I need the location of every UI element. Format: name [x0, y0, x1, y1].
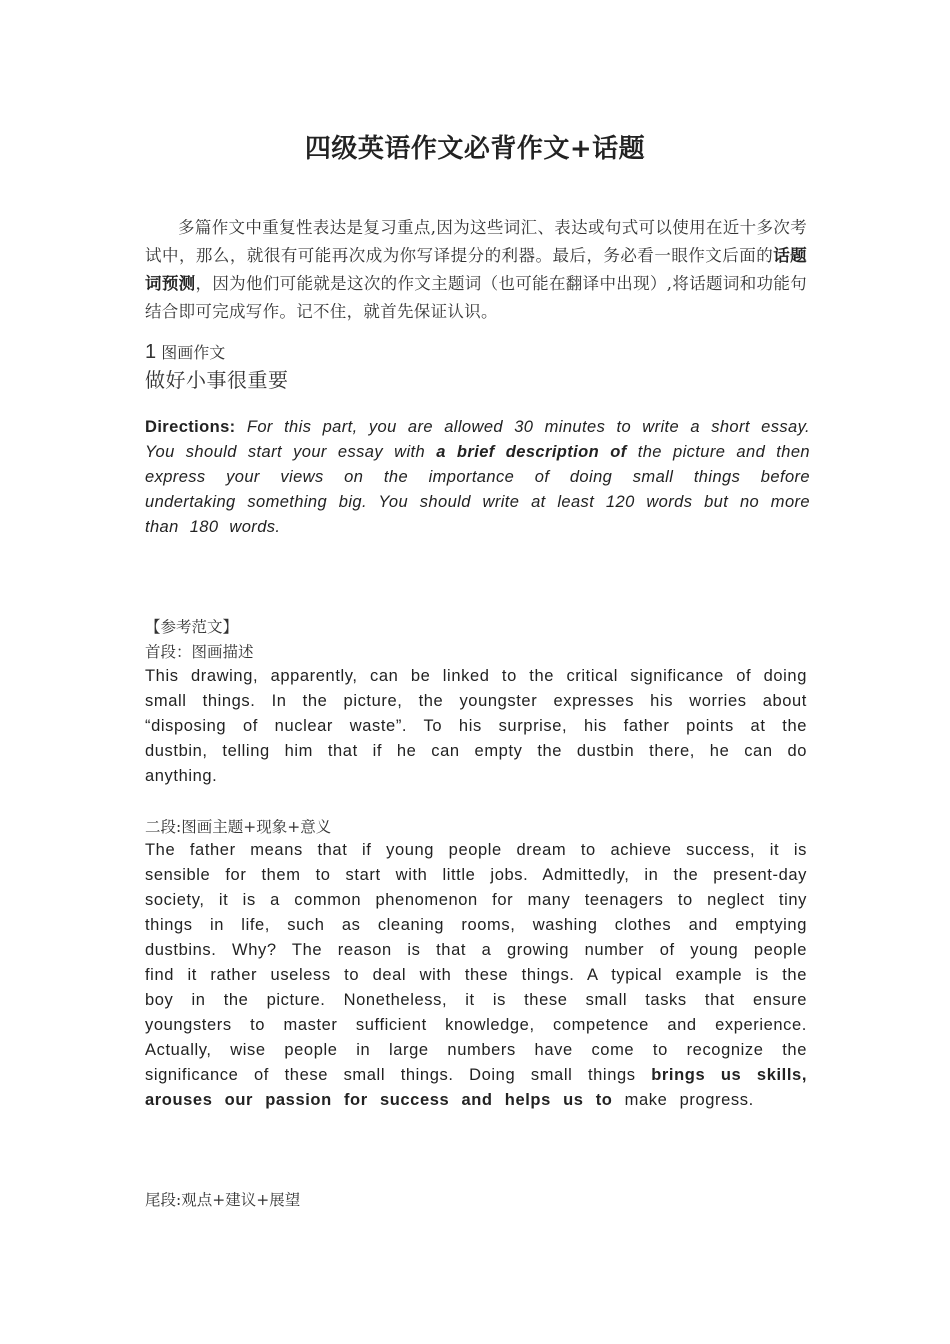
- para1-label: 首段：图画描述: [145, 643, 254, 661]
- section-heading: [145, 340, 225, 364]
- para2-label: 二段:图画主题+现象+意义: [145, 818, 332, 836]
- directions-label: Directions:: [145, 418, 236, 436]
- intro-text-part2: ，因为他们可能就是这次的作文主题词（也可能在翻译中出现）,将话题词和功能句结合即可完成写作。记不住，就首先保证认识。: [145, 274, 807, 321]
- directions-text2: the picture and then express your views on the importance of doing small things before undertaking something big. You should write at least 120 words but no more than 180 words.: [145, 443, 810, 536]
- directions-bold: a brief description of: [436, 443, 627, 461]
- intro-highlight: 话题词预测: [145, 246, 807, 293]
- essay-topic: 做好小事很重要: [145, 368, 289, 392]
- section-number: 1: [145, 341, 157, 363]
- section-name: 图画作文: [161, 343, 226, 362]
- intro-paragraph: [145, 214, 807, 326]
- para3-label: 尾段:观点+建议+展望: [145, 1191, 301, 1209]
- para2-end: make progress.: [624, 1091, 754, 1109]
- para1-text: This drawing, apparently, can be linked to the critical significance of doing small things. In the picture, the youngster expresses his worries about “disposing of nuclear waste”. To his surprise, his father points at the dustbin, telling him that if he can empty the dustbin there, he can do anything.: [145, 667, 807, 785]
- para2-bold: brings us skills, arouses our passion for success and helps us to: [145, 1066, 808, 1109]
- directions-paragraph: [145, 415, 810, 540]
- para2-text: [145, 838, 807, 1113]
- reference-label: 【参考范文】: [145, 618, 239, 636]
- directions-text1: For this part, you are allowed 30 minutes to write a short essay. You should start your essay with: [145, 418, 811, 461]
- intro-text-part1: 多篇作文中重复性表达是复习重点,因为这些词汇、表达或句式可以使用在近十多次考试中，那么，就很有可能再次成为你写译提分的利器。最后，务必看一眼作文后面的: [145, 218, 807, 265]
- para2-body: The father means that if young people dream to achieve success, it is sensible for them to start with little jobs. Admittedly, in the present-day society, it is a common phenomenon for many teenagers to neglect tiny things in life, such as cleaning rooms, washing clothes and emptying dustbins. Why? The reason is that a growing number of young people find it rather useless to deal with these things. A typical example is the boy in the picture. Nonetheless, it is these small tasks that ensure youngsters to master sufficient knowledge, competence and experience. Actually, wise people in large numbers have come to recognize the significance of these small things. Doing small things: [145, 841, 807, 1084]
- document-title: 四级英语作文必背作文+话题: [304, 134, 646, 164]
